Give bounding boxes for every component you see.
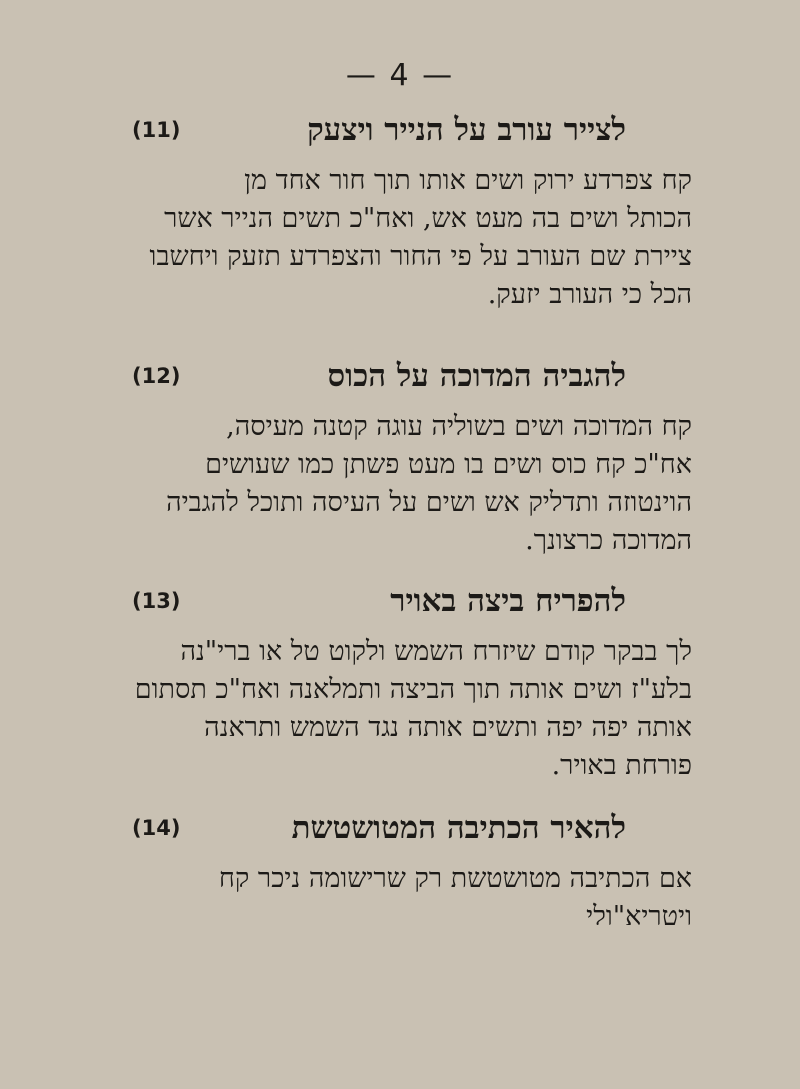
recipe-header xyxy=(132,112,692,156)
recipe-number: (13) xyxy=(132,589,181,613)
recipe-title: להגביה המדוכה על הכוס xyxy=(327,358,626,394)
recipe-line: בלע"ז ושים אותה תוך הביצה ותמלאנה ואח"כ תסתום xyxy=(134,674,692,705)
recipe-line: ויטריא"ולי xyxy=(586,901,692,932)
recipe-line: ציירת שם העורב על פי החור והצפרדע תזעק ויחשבו xyxy=(149,241,692,272)
page-number: — 4 — xyxy=(345,58,455,93)
recipe-number: (12) xyxy=(132,364,181,388)
recipe-12 xyxy=(132,358,692,560)
recipe-line: אח"כ קח כוס ושים בו מעט פשתן כמו שעושים xyxy=(205,449,692,480)
recipe-line: אם הכתיבה מטושטשת רק שרישומה ניכר קח xyxy=(218,863,692,894)
recipe-title: לצייר עורב על הנייר ויצעק xyxy=(307,112,626,148)
recipe-body xyxy=(132,408,692,560)
recipe-body xyxy=(132,860,692,936)
recipe-line: קח המדוכה ושים בשוליה עוגה קטנה מעיסה, xyxy=(226,411,692,442)
recipe-body xyxy=(132,633,692,785)
recipe-14 xyxy=(132,810,692,936)
recipe-13 xyxy=(132,583,692,785)
recipe-header xyxy=(132,358,692,402)
recipe-line: לך בבקר קודם שיזרח השמש ולקוט טל או ברי"נה xyxy=(180,636,692,667)
recipe-title: להפריח ביצה באויר xyxy=(390,583,626,619)
recipe-header xyxy=(132,810,692,854)
recipe-line: הוינטוזה ותדליק אש ושים על העיסה ותוכל להגביה xyxy=(166,487,692,518)
recipe-header xyxy=(132,583,692,627)
recipe-line: פורחת באויר. xyxy=(551,750,692,781)
recipe-line: הכותל ושים בה מעט אש, ואח"כ תשים הנייר אשר xyxy=(164,203,692,234)
recipe-line: קח צפרדע ירוק ושים אותו תוך חור אחד מן xyxy=(244,165,692,196)
recipe-line: הכל כי העורב יזעק. xyxy=(487,279,692,310)
recipe-number: (11) xyxy=(132,118,181,142)
recipe-11 xyxy=(132,112,692,314)
recipe-line: המדוכה כרצונך. xyxy=(525,525,692,556)
recipe-title: להאיר הכתיבה המטושטשת xyxy=(291,810,626,846)
recipe-body xyxy=(132,162,692,314)
recipe-line: אותה יפה יפה ותשים אותה נגד השמש ותראנה xyxy=(204,712,692,743)
recipe-number: (14) xyxy=(132,816,181,840)
